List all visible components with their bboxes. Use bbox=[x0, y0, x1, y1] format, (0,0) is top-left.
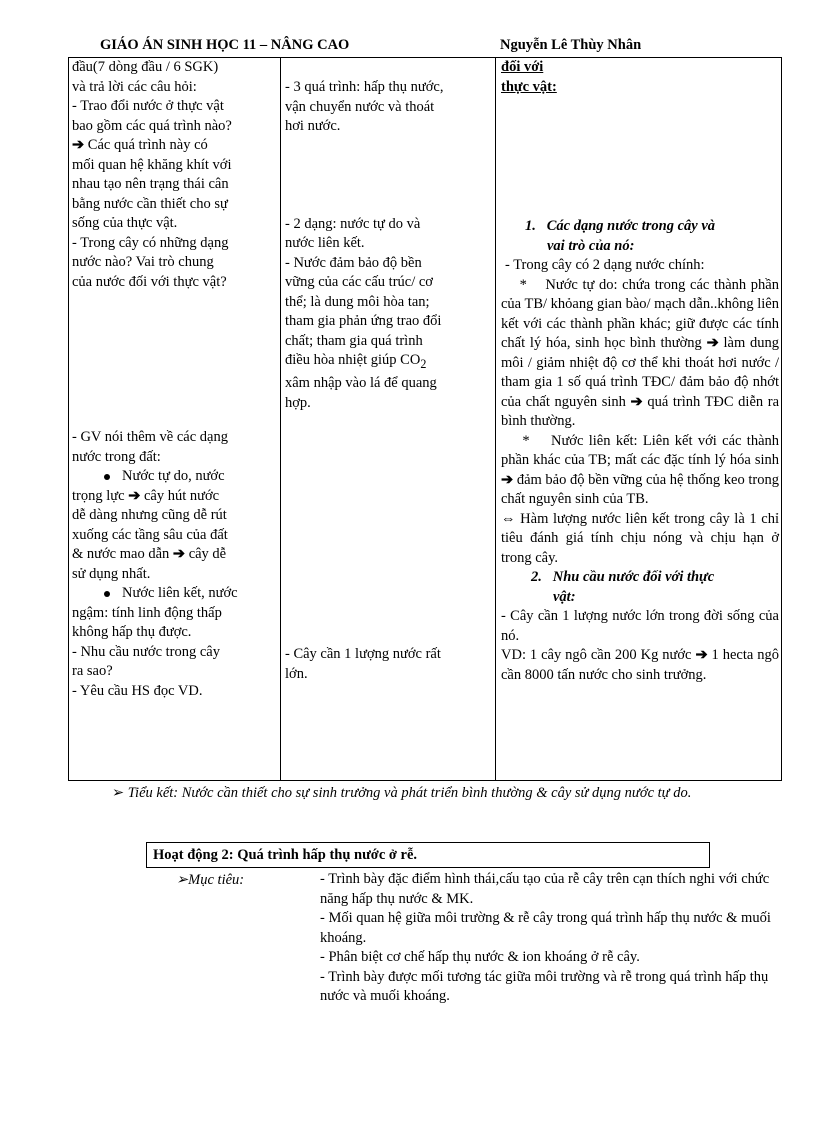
text-line: ra sao? bbox=[72, 663, 113, 679]
arrow-right-icon: ➔ bbox=[172, 546, 186, 562]
paragraph: * Nước liên kết: Liên kết với các thành phần khác của TB; mất các đặc tính lý hóa sinh ➔ đảm bảo độ bền vững của hệ thống keo trong chất nguyên sinh của TB. bbox=[501, 432, 780, 507]
text-line: vững của các cấu trúc/ cơ bbox=[285, 274, 433, 290]
text-line: lớn. bbox=[285, 665, 308, 682]
text-line: - 3 quá trình: hấp thụ nước, bbox=[285, 79, 444, 95]
summary-note: ➢ Tiểu kết: Nước cần thiết cho sự sinh trưởng và phát triển bình thường & cây sử dụng nước tự do. bbox=[112, 785, 692, 801]
text-line: - Trong cây có 2 dạng nước chính: bbox=[505, 257, 705, 273]
subsection-heading: vai trò của nó: bbox=[547, 237, 635, 254]
arrow-right-icon: ➔ bbox=[706, 335, 719, 351]
text-line: - Trong cây có những dạng bbox=[72, 234, 229, 251]
text-line: vận chuyển nước và thoát bbox=[285, 98, 435, 115]
bullet-dot-icon bbox=[104, 474, 110, 480]
text-line: nhau tạo nên trạng thái cân bbox=[72, 176, 229, 192]
objective-item: - Phân biệt cơ chế hấp thụ nước & ion khoáng ở rễ cây. bbox=[320, 949, 640, 965]
arrow-right-icon: ➔ bbox=[501, 471, 514, 488]
text-line: sống của thực vật. bbox=[72, 215, 178, 231]
arrow-right-icon: ➔ bbox=[72, 137, 85, 153]
text-line: mối quan hệ khăng khít với bbox=[72, 156, 232, 173]
text-line: đầu(7 dòng đầu / 6 SGK) bbox=[72, 59, 219, 75]
subsection-heading: vật: bbox=[553, 588, 576, 605]
text-line: trọng lực ➔ cây hút nước bbox=[72, 487, 220, 504]
text-line: - Yêu cầu HS đọc VD. bbox=[72, 682, 203, 699]
subsection-heading: 2. Nhu cầu nước đối với thực bbox=[531, 569, 715, 585]
text-line: và trả lời các câu hỏi: bbox=[72, 78, 197, 95]
text-line: không hấp thụ được. bbox=[72, 624, 192, 640]
objective-list bbox=[320, 870, 780, 1007]
text-line: - Cây cần 1 lượng nước rất bbox=[285, 646, 441, 663]
text-line: thể; là dung môi hòa tan; bbox=[285, 293, 430, 310]
text-line: hơi nước. bbox=[285, 118, 341, 134]
text-line: - 2 dạng: nước tự do và bbox=[285, 215, 421, 232]
text-line: ➔ Các quá trình này có bbox=[72, 137, 208, 153]
text-line: - Trao đổi nước ở thực vật bbox=[72, 98, 224, 114]
subsection-heading: 1. Các dạng nước trong cây và bbox=[525, 218, 716, 234]
student-activity-column bbox=[285, 58, 485, 684]
text-line: bằng nước cần thiết cho sự bbox=[72, 195, 228, 212]
triangle-bullet-icon: ➢ bbox=[176, 872, 189, 888]
column-divider bbox=[495, 58, 496, 780]
list-item: Nước tự do, nước bbox=[72, 467, 277, 487]
lesson-table bbox=[68, 57, 782, 781]
paragraph: * Nước tự do: chứa trong các thành phần của TB/ khỏang gian bào/ mạch dẫn..không liên kết với các thành phần khác; giữ được các tính chất lý hóa, sinh học bình thường ➔ làm dung môi / giảm nhiệt độ cơ thể khi thoát hơi nước / tham gia 1 số quá trình TĐC/ đảm bảo độ nhớt của chất nguyên sinh ➔ quá trình TĐC diễn ra bình thường. bbox=[501, 276, 780, 429]
column-divider bbox=[280, 58, 281, 780]
page-header bbox=[100, 37, 780, 57]
paragraph: VD: 1 cây ngô cần 200 Kg nước ➔ 1 hecta ngô cần 8000 tấn nước cho sinh trưởng. bbox=[501, 647, 780, 683]
list-item: Nước liên kết, nước bbox=[72, 584, 277, 604]
text-line: điều hòa nhiệt giúp $CO_2$ bbox=[285, 352, 427, 371]
section-heading: thực vật: bbox=[501, 78, 557, 95]
objective-item: - Trình bày đặc điểm hình thái,cấu tạo của rễ cây trên cạn thích nghi với chức năng hấp thụ nước & MK. bbox=[320, 871, 770, 907]
text-line: sử dụng nhất. bbox=[72, 565, 151, 582]
text-line: nước trong đất: bbox=[72, 448, 161, 465]
text-line: ngậm: tính linh động thấp bbox=[72, 604, 222, 621]
text-line: hợp. bbox=[285, 394, 311, 411]
activity-title-box: Hoạt động 2: Quá trình hấp thụ nước ở rễ. bbox=[146, 842, 710, 868]
text-line: - GV nói thêm về các dạng bbox=[72, 429, 228, 445]
objective-item: - Mối quan hệ giữa môi trường & rễ cây trong quá trình hấp thụ nước & muối khoáng. bbox=[320, 910, 771, 946]
section-heading: đối với bbox=[501, 59, 544, 75]
teacher-activity-column bbox=[72, 58, 277, 701]
objective-label: ➢Mục tiêu: bbox=[176, 872, 245, 888]
arrow-right-icon: ➔ bbox=[695, 647, 708, 663]
text-line: dễ dàng nhưng cũng dễ rút bbox=[72, 507, 227, 523]
text-line: nước liên kết. bbox=[285, 235, 365, 251]
text-line: nước nào? Vai trò chung bbox=[72, 254, 214, 270]
text-line: tham gia phản ứng trao đổi bbox=[285, 313, 442, 329]
arrow-right-icon: ➔ bbox=[128, 487, 141, 504]
text-line: bao gồm các quá trình nào? bbox=[72, 117, 232, 134]
paragraph: - Cây cần 1 lượng nước lớn trong đời sống của nó. bbox=[501, 608, 779, 644]
header-title: GIÁO ÁN SINH HỌC 11 – NÂNG CAO bbox=[100, 37, 350, 53]
triangle-bullet-icon: ➢ bbox=[112, 785, 125, 801]
text-line: xuống các tầng sâu của đất bbox=[72, 526, 228, 543]
text-line: của nước đối với thực vật? bbox=[72, 273, 227, 290]
objective-item: - Trình bày được mối tương tác giữa môi trường và rễ trong quá trình hấp thụ nước và muối khoáng. bbox=[320, 968, 769, 1004]
header-author: Nguyễn Lê Thùy Nhân bbox=[500, 37, 642, 53]
text-line: - Nhu cầu nước trong cây bbox=[72, 643, 220, 660]
paragraph: ⇔ Hàm lượng nước liên kết trong cây là 1 chỉ tiêu đánh giá tính chịu nóng và chịu hạn ở trong cây. bbox=[501, 510, 780, 566]
text-line: & nước mao dẫn ➔ cây dễ bbox=[72, 546, 227, 562]
bullet-dot-icon bbox=[104, 591, 110, 597]
content-column bbox=[501, 58, 779, 685]
text-line: xâm nhập vào lá để quang bbox=[285, 375, 437, 392]
text-line: - Nước đảm bảo độ bền bbox=[285, 254, 422, 271]
arrow-right-icon: ➔ bbox=[630, 393, 643, 410]
text-line: chất; tham gia quá trình bbox=[285, 332, 423, 349]
